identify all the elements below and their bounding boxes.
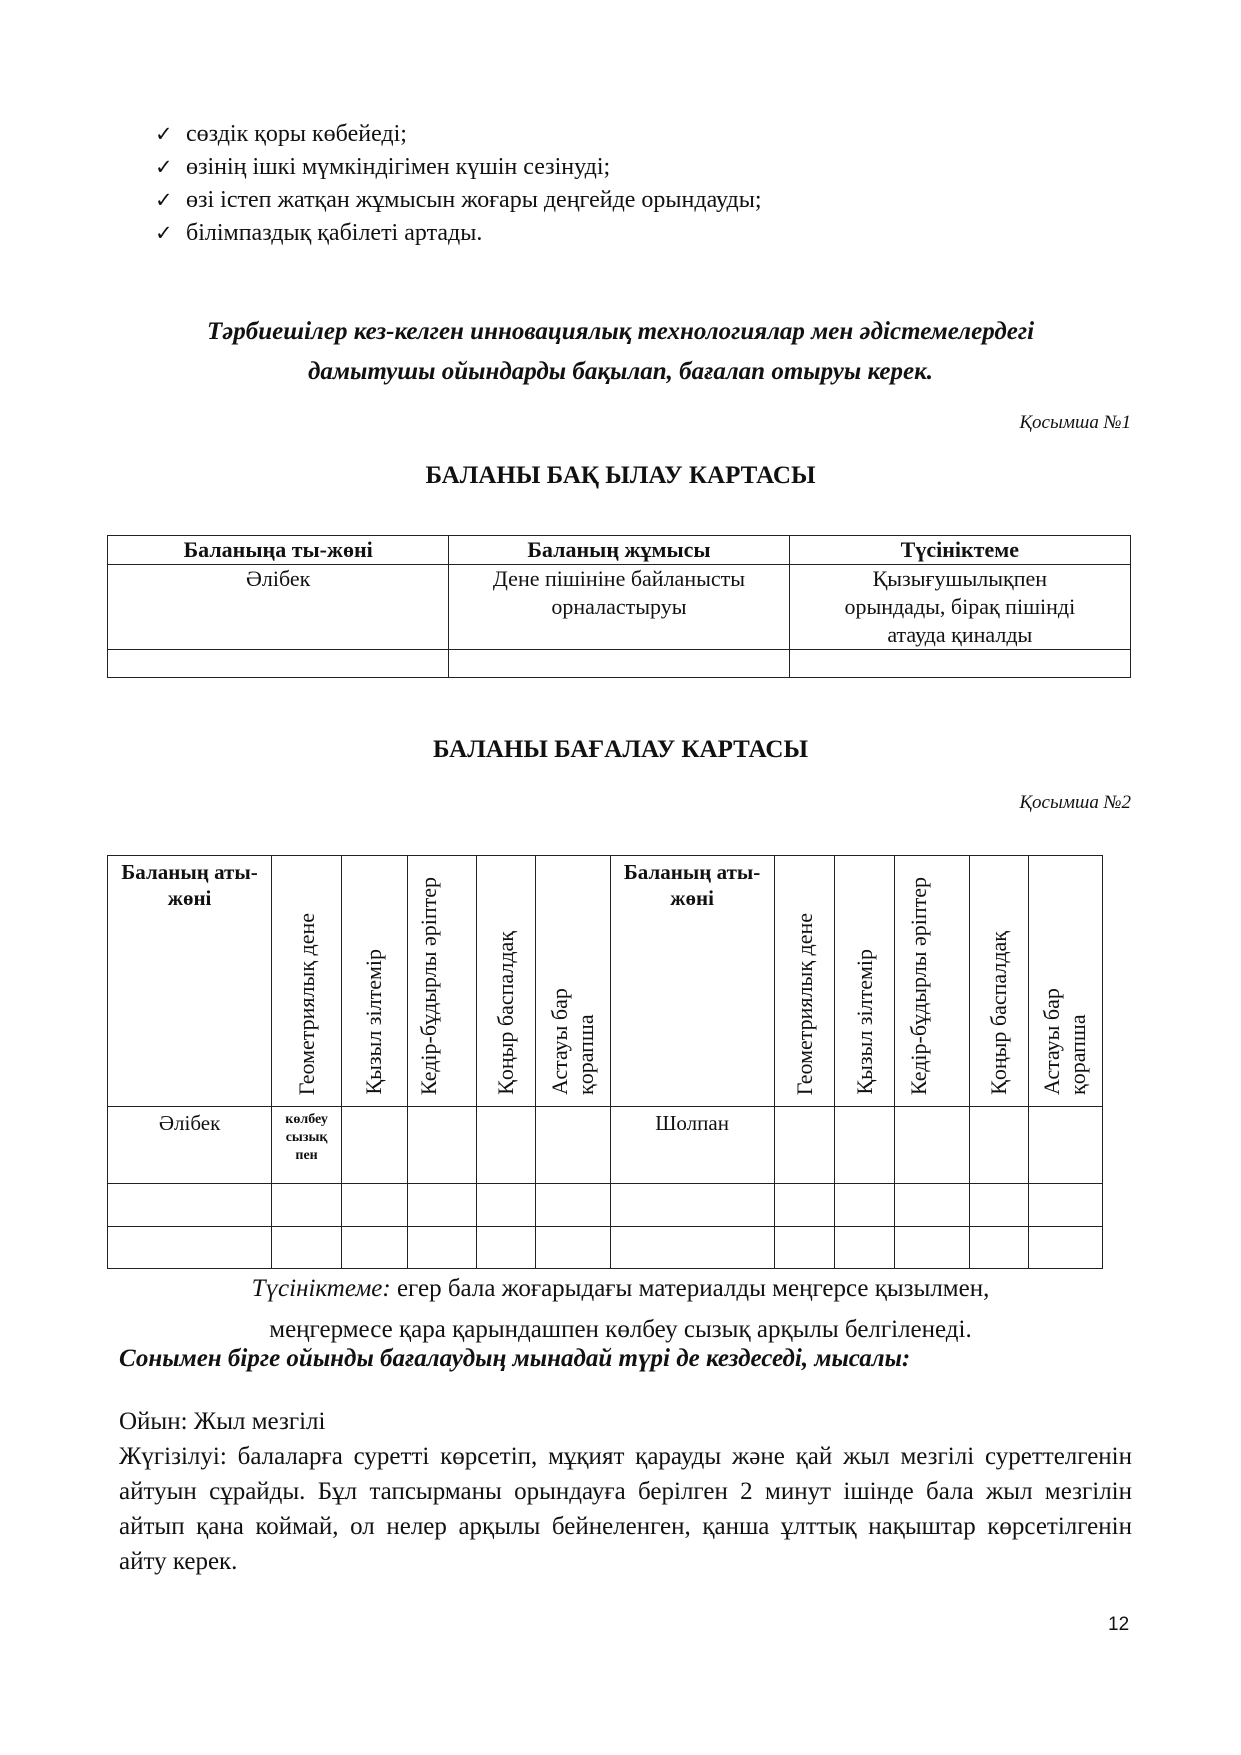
table-cell: Дене пішініне байланысты орналастыруы [449,565,789,650]
item-header-geometric-body: Геометриялық дене [791,912,817,1095]
child-name-cell: Әлібек [108,1107,272,1184]
table-header-row [108,536,1131,565]
table-row [108,1227,1103,1269]
table-cell: Әлібек [108,565,449,650]
column-header: Баланың жұмысы [449,536,789,565]
item-header-red-rods: Қызыл зілтемір [851,949,877,1095]
item-header-rough-letters: Кедір-бұдырлы әріптер [415,876,441,1095]
benefits-list [155,118,762,250]
table-cell [108,650,449,678]
mark-cell: көлбеу сызықпен [272,1107,342,1184]
checkmark-icon: ✓ [155,122,173,146]
table-row [108,650,1131,678]
column-header: Баланыңа ты-жөні [108,536,449,565]
list-item: ✓ сөздік қоры көбейеді; [155,118,762,151]
table-cell: Қызығушылықпен орындады, бірақ пішінді атауда қиналды [789,565,1130,650]
game-procedure: Жүгізілуі: балаларға суретті көрсетіп, мұқият қарауды және қай жыл мезгілі суреттелгенін айтуын сұрайды. Бұл тапсырманы орындауға берілген 2 минут ішінде бала жыл мезгілін айтып қана коймай, ол нелер арқылы бейнеленген, қанша ұлттық нақыштар көрсетілгенін айту керек. [119,1443,1132,1575]
table-comment: Түсініктеме: егер бала жоғарыдағы материалды меңгерсе қызылмен, меңгермесе қара қарындашпен көлбеу сызық арқылы белгіленеді. [251,1275,990,1343]
table-cell [449,650,789,678]
name-column-header: Баланың аты-жөні [108,856,272,1107]
table-header-row [108,856,1103,1107]
evaluation-table [107,855,1103,1269]
name-column-header: Баланың аты-жөні [610,856,774,1107]
comment-label: Түсініктеме: [251,1275,391,1302]
game-name: Ойын: Жыл мезгілі [119,1408,326,1435]
checkmark-icon: ✓ [155,221,173,245]
item-header-red-rods: Қызыл зілтемір [361,949,387,1095]
table-row [108,1107,1103,1184]
list-item: ✓ өзінің ішкі мүмкіндігімен күшін сезінуді; [155,151,762,184]
table-row [108,565,1131,650]
table-cell [789,650,1130,678]
list-item: ✓ білімпаздық қабілеті артады. [155,217,762,250]
section-heading: Сонымен бірге ойынды бағалаудың мынадай түрі де кездеседі, мысалы: [119,1345,911,1372]
column-header: Түсініктеме [789,536,1130,565]
observation-table [107,535,1131,678]
child-name-cell: Шолпан [610,1107,774,1184]
item-header-tray-box: Астауы бар қорапша [1039,988,1091,1095]
item-header-geometric-body: Геометриялық дене [293,912,319,1095]
annex-label-2: Қосымша №2 [1019,792,1131,813]
evaluation-card-title: БАЛАНЫ БАҒАЛАУ КАРТАСЫ [432,736,809,763]
item-header-brown-stair: Қоңыр баспалдақ [986,931,1012,1095]
item-header-brown-stair: Қоңыр баспалдақ [492,931,518,1095]
table-row [108,1184,1103,1227]
item-header-tray-box: Астауы бар қорапша [546,988,598,1095]
page-number: 12 [1108,1614,1130,1635]
observation-card-title: БАЛАНЫ БАҚ ЫЛАУ КАРТАСЫ [425,462,816,489]
annex-label-1: Қосымша №1 [1019,412,1131,433]
teacher-note: Тәрбиешілер кез-келген инновациялық технологиялар мен әдістемелердегі дамытушы ойындарды бақылап, бағалап отыруы керек. [206,318,1035,385]
checkmark-icon: ✓ [155,188,173,212]
list-item: ✓ өзі істеп жатқан жұмысын жоғары деңгейде орындауды; [155,184,762,217]
item-header-rough-letters: Кедір-бұдырлы әріптер [906,876,932,1095]
checkmark-icon: ✓ [155,155,173,179]
